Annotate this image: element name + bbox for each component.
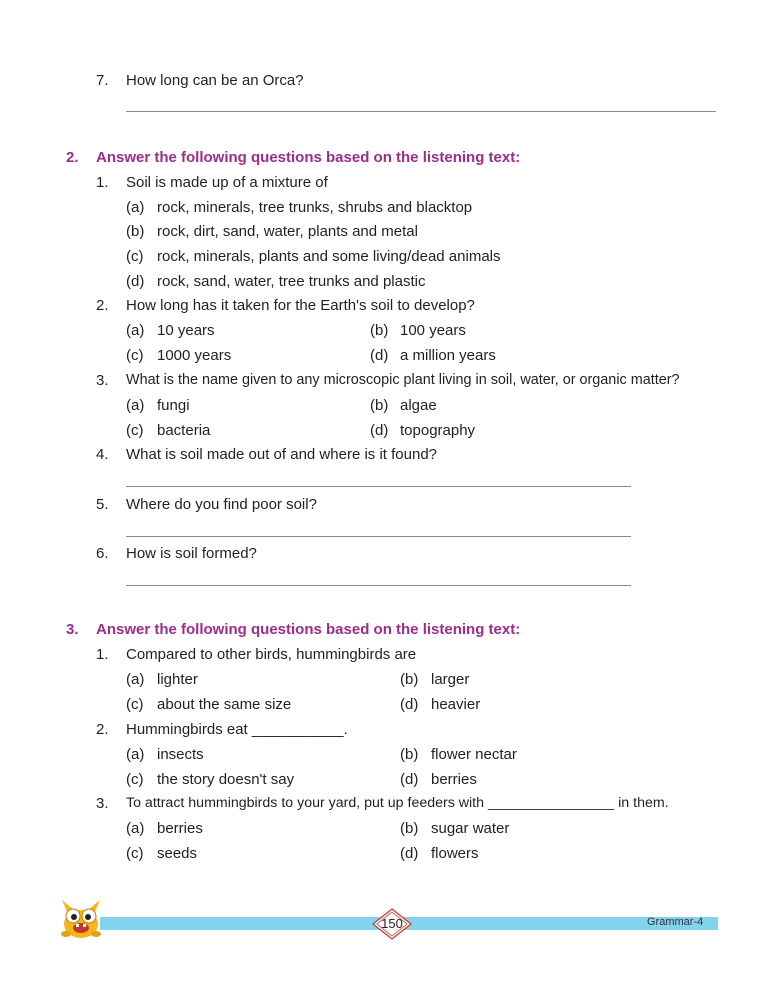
answer-line[interactable] [126, 486, 631, 487]
option-text: 10 years [157, 322, 215, 339]
book-title: Grammar-4 [647, 916, 704, 928]
option-label: (d) [126, 273, 145, 290]
option-label: (a) [126, 671, 145, 688]
option-label: (c) [126, 347, 144, 364]
option-text: bacteria [157, 422, 211, 439]
option-text: 1000 years [157, 347, 232, 364]
section-number: 2. [66, 149, 79, 166]
option-label: (c) [126, 422, 144, 439]
question-number: 4. [96, 446, 109, 463]
answer-line[interactable] [126, 585, 631, 586]
option-text: berries [157, 820, 203, 837]
answer-line[interactable] [126, 111, 716, 112]
option-label: (b) [370, 322, 389, 339]
section-number: 3. [66, 621, 79, 638]
question-number: 1. [96, 646, 109, 663]
option-label: (a) [126, 820, 145, 837]
question-text: What is soil made out of and where is it found? [126, 446, 438, 463]
option-label: (c) [126, 845, 144, 862]
option-text: a million years [400, 347, 496, 364]
option-text: rock, sand, water, tree trunks and plastic [157, 273, 426, 290]
option-text: 100 years [400, 322, 466, 339]
question-text: Hummingbirds eat ___________. [126, 721, 348, 738]
option-label: (a) [126, 199, 145, 216]
option-label: (a) [126, 746, 145, 763]
question-text: How long can be an Orca? [126, 72, 304, 89]
option-label: (b) [126, 223, 145, 240]
option-text: berries [431, 771, 477, 788]
option-text: topography [400, 422, 476, 439]
option-label: (d) [370, 422, 389, 439]
question-number: 2. [96, 721, 109, 738]
question-text: Soil is made up of a mixture of [126, 174, 328, 191]
option-text: flower nectar [431, 746, 517, 763]
option-label: (d) [400, 696, 419, 713]
option-text: algae [400, 397, 437, 414]
option-text: lighter [157, 671, 198, 688]
option-text: insects [157, 746, 204, 763]
option-label: (b) [400, 671, 419, 688]
question-number: 7. [96, 72, 109, 89]
question-text: How long has it taken for the Earth's soil to develop? [126, 297, 475, 314]
option-text: about the same size [157, 696, 292, 713]
option-text: fungi [157, 397, 190, 414]
option-label: (d) [400, 771, 419, 788]
question-text: What is the name given to any microscopic plant living in soil, water, or organic matter? [126, 372, 680, 388]
question-number: 3. [96, 795, 109, 812]
option-text: seeds [157, 845, 198, 862]
option-text: sugar water [431, 820, 510, 837]
option-text: the story doesn't say [157, 771, 295, 788]
option-label: (a) [126, 397, 145, 414]
question-number: 6. [96, 545, 109, 562]
option-label: (b) [400, 746, 419, 763]
section-heading: Answer the following questions based on the listening text: [96, 149, 521, 166]
page-number: 150 [381, 916, 403, 931]
question-text: How is soil formed? [126, 545, 257, 562]
question-number: 2. [96, 297, 109, 314]
answer-line[interactable] [126, 536, 631, 537]
option-label: (c) [126, 248, 144, 265]
question-number: 1. [96, 174, 109, 191]
question-number: 3. [96, 372, 109, 389]
option-label: (d) [370, 347, 389, 364]
option-label: (c) [126, 696, 144, 713]
monster-mascot-icon [56, 894, 106, 940]
option-label: (c) [126, 771, 144, 788]
option-text: rock, minerals, tree trunks, shrubs and blacktop [157, 199, 473, 216]
option-text: heavier [431, 696, 481, 713]
option-label: (b) [400, 820, 419, 837]
option-text: rock, minerals, plants and some living/dead animals [157, 248, 501, 265]
question-text: Where do you find poor soil? [126, 496, 317, 513]
question-number: 5. [96, 496, 109, 513]
question-text: To attract hummingbirds to your yard, put up feeders with ________________ in them. [126, 795, 669, 811]
option-text: rock, dirt, sand, water, plants and metal [157, 223, 418, 240]
section-heading: Answer the following questions based on the listening text: [96, 621, 521, 638]
option-text: flowers [431, 845, 479, 862]
option-label: (d) [400, 845, 419, 862]
option-label: (b) [370, 397, 389, 414]
question-text: Compared to other birds, hummingbirds are [126, 646, 417, 663]
option-text: larger [431, 671, 470, 688]
option-label: (a) [126, 322, 145, 339]
